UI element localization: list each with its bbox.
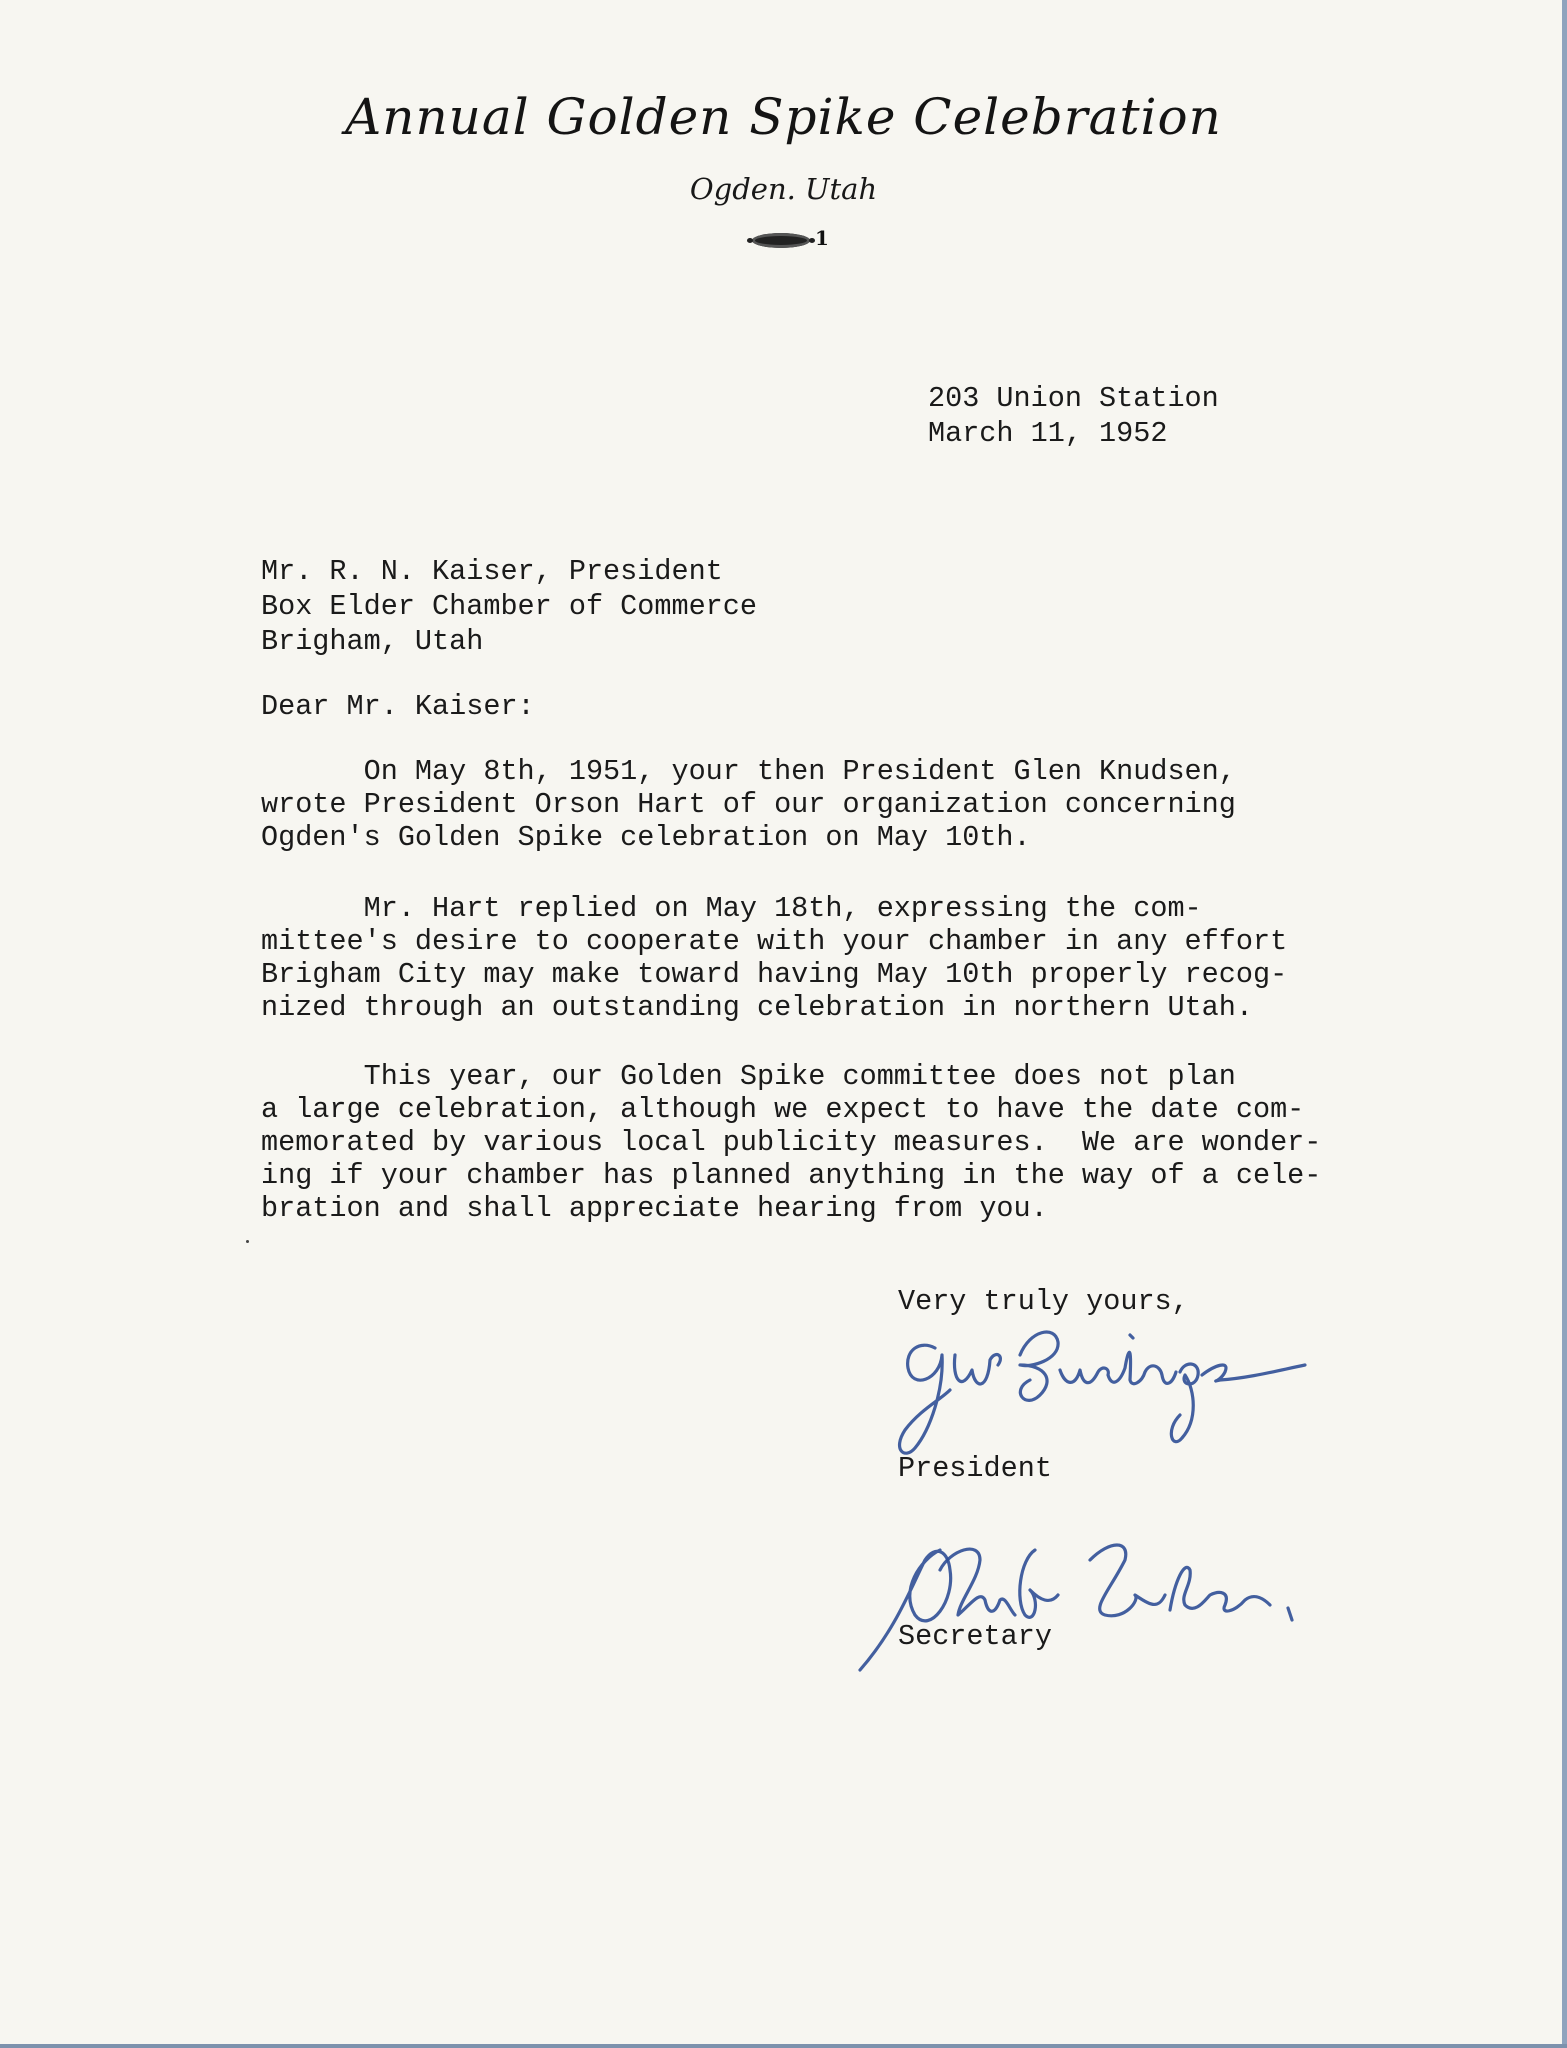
sender-address-line: 203 Union Station [928, 382, 1219, 415]
union-bug-number: 1 [815, 226, 829, 250]
body-line: nized through an outstanding celebration in northern Utah. [261, 991, 1253, 1024]
body-line: ing if your chamber has planned anything in the way of a cele- [261, 1159, 1322, 1192]
recipient-line-1: Mr. R. N. Kaiser, President [261, 555, 723, 588]
body-line: This year, our Golden Spike committee does not plan [261, 1060, 1236, 1093]
recipient-line-3: Brigham, Utah [261, 625, 484, 658]
letterhead-city: Ogden. Utah [689, 172, 878, 206]
body-line: wrote President Orson Hart of our organization concerning [261, 788, 1236, 821]
body-line: On May 8th, 1951, your then President Glen Knudsen, [261, 755, 1236, 788]
recipient-line-2: Box Elder Chamber of Commerce [261, 590, 757, 623]
scan-speck [246, 1240, 249, 1243]
union-bug-icon [752, 233, 810, 248]
body-line: Mr. Hart replied on May 18th, expressing the com- [261, 892, 1202, 925]
body-line: Brigham City may make toward having May 10th properly recog- [261, 958, 1288, 991]
letterhead-title: Annual Golden Spike Celebration [345, 88, 1222, 146]
president-title: President [898, 1452, 1052, 1485]
body-line: a large celebration, although we expect to have the date com- [261, 1093, 1305, 1126]
body-line: mittee's desire to cooperate with your chamber in any effort [261, 925, 1288, 958]
president-signature [880, 1320, 1320, 1470]
salutation: Dear Mr. Kaiser: [261, 690, 535, 723]
body-line: memorated by various local publicity measures. We are wonder- [261, 1126, 1322, 1159]
secretary-signature [840, 1520, 1310, 1680]
letter-date: March 11, 1952 [928, 417, 1168, 450]
secretary-title: Secretary [898, 1620, 1052, 1653]
body-line: Ogden's Golden Spike celebration on May 10th. [261, 821, 1031, 854]
scan-edge-bottom [0, 2044, 1567, 2048]
body-line: bration and shall appreciate hearing from you. [261, 1192, 1048, 1225]
complimentary-close: Very truly yours, [898, 1285, 1189, 1318]
scan-edge-right [1562, 0, 1567, 2048]
